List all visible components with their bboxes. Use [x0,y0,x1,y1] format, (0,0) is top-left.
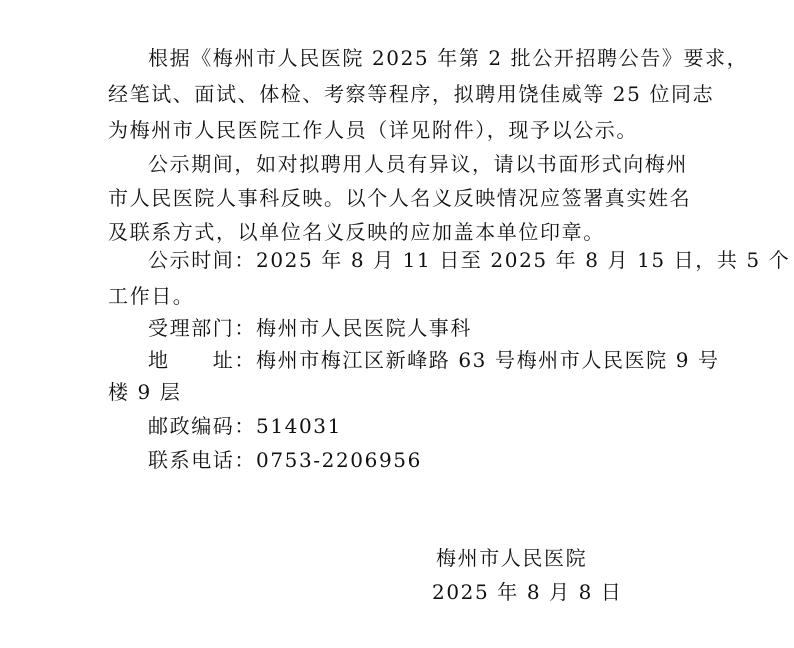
postal-code: 邮政编码：514031 [148,414,342,438]
paragraph-2-line-2: 市人民医院人事科反映。以个人名义反映情况应签署真实姓名 [108,186,692,210]
paragraph-1-line-3: 为梅州市人民医院工作人员（详见附件），现予以公示。 [108,118,638,142]
contact-phone: 联系电话：0753-2206956 [148,448,422,472]
paragraph-2-line-3: 及联系方式，以单位名义反映的应加盖本单位印章。 [108,220,605,244]
paragraph-1-line-2: 经笔试、面试、体检、考察等程序，拟聘用饶佳威等 25 位同志 [108,82,715,106]
paragraph-1-line-1: 根据《梅州市人民医院 2025 年第 2 批公开招聘公告》要求， [148,46,749,70]
address-line-1: 地 址：梅州市梅江区新峰路 63 号梅州市人民医院 9 号 [148,348,720,372]
paragraph-2-line-1: 公示期间，如对拟聘用人员有异议，请以书面形式向梅州 [148,152,688,176]
publicity-period-line-2: 工作日。 [108,284,195,308]
publicity-period-line-1: 公示时间：2025 年 8 月 11 日至 2025 年 8 月 15 日，共 5 个 [148,248,791,272]
address-line-2: 楼 9 层 [108,380,182,404]
signature-date: 2025 年 8 月 8 日 [432,580,623,604]
signature-organization: 梅州市人民医院 [436,546,588,570]
handling-department: 受理部门：梅州市人民医院人事科 [148,316,472,340]
